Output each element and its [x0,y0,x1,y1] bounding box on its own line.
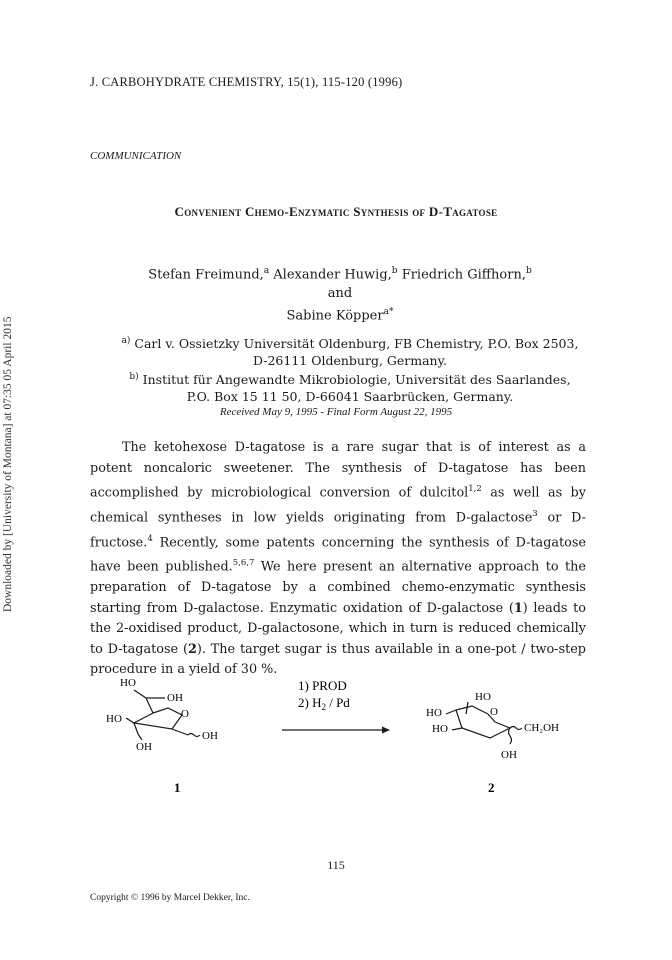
download-watermark: Downloaded by [University of Montana] at 07:35 05 April 2015 [2,316,14,612]
received-dates: Received May 9, 1995 - Final Form August 22, 1995 [219,406,453,418]
affil-a-mark: a) [121,336,131,346]
c2-oh-bottom: OH [501,749,517,761]
c1-ho-top: HO [120,677,136,689]
c2-o-ring: O [490,706,498,718]
abstract-text: or D-fructose. [90,510,586,550]
c2-ho-left2: HO [432,723,448,735]
reference-mark: 4 [147,533,153,544]
author-huwig: Alexander Huwig, [269,267,392,283]
c2-ho-left1: HO [426,707,442,719]
c1-oh-top: OH [167,692,183,704]
condition-step1: 1) PROD [298,678,347,693]
compound-label-2: 2 [488,780,495,795]
affil-b-mark: b) [129,372,139,383]
author-and: and [327,286,353,302]
affiliations [100,333,600,405]
reference-mark: 5,6,7 [232,558,255,569]
affil-a-line1: Carl v. Ossietzky Universität Oldenburg, FB Chemistry, P.O. Box 2503, [130,336,579,352]
affil-mark: a [263,266,270,276]
c1-ho-left: HO [106,713,122,725]
abstract-text: ) leads to the 2-oxidised product, D-galactosone, which in turn is reduced chemically to D-tagatose ( [90,600,586,657]
page-number: 115 [327,858,345,872]
compound-ref: 2 [187,641,197,657]
abstract-text: ). The target sugar is thus available in a one-pot / two-step procedure in a yield of 30 %. [90,641,586,678]
affil-mark: b [391,266,398,276]
affil-a-line2: D-26111 Oldenburg, Germany. [253,353,447,369]
c2-ho-top: HO [475,691,491,703]
c1-o-ring: O [181,708,189,720]
condition-step2: 2) $H_2$ / Pd [298,695,350,712]
reaction-arrow [282,727,390,734]
journal-header: J. CARBOHYDRATE CHEMISTRY, 15(1), 115-120 (1996) [90,75,403,89]
c2-ch2oh: CH₂OH [524,722,560,734]
c1-oh-bottom: OH [136,741,152,753]
abstract-text: as well as by chemical syntheses in low yields originating from D-galactose [90,485,586,526]
affil-b-line2: P.O. Box 15 11 50, D-66041 Saarbrücken, Germany. [186,389,514,405]
c1-oh-anomeric: OH [202,730,218,742]
abstract-text: The ketohexose D-tagatose is a rare sugar that is of interest as a potent noncaloric sweetener. The synthesis of D-tagatose has been accomplished by microbiological conversion of dulcitol [90,440,586,501]
author-koepper: Sabine Köpper [286,308,384,324]
affil-mark: b [525,266,532,276]
reaction-scheme [90,668,590,818]
structure-tagatose [446,702,522,744]
abstract-paragraph [90,438,586,681]
reference-mark: 3 [532,508,538,519]
affil-mark: a* [383,307,394,318]
affil-b-line1: Institut für Angewandte Mikrobiologie, Universität des Saarlandes, [138,372,571,388]
copyright-notice: Copyright © 1996 by Marcel Dekker, Inc. [90,893,250,903]
author-giffhorn: Friedrich Giffhorn, [397,267,526,283]
abstract-text: Recently, some patents concerning the synthesis of D-tagatose have been published. [90,534,586,575]
section-label: COMMUNICATION [90,150,182,162]
article-title: Convenient Chemo-Enzymatic Synthesis of D-Tagatose [174,204,498,219]
author-freimund: Stefan Freimund, [148,267,264,283]
reference-mark: 1,2 [468,484,482,494]
compound-label-1: 1 [174,780,181,795]
compound-ref: 1 [513,600,523,616]
author-list [140,262,540,326]
abstract-text: We here present an alternative approach to the preparation of D-tagatose by a combined chemo-enzymatic synthesis starting from D-galactose. Enzymatic oxidation of D-galactose ( [90,559,586,616]
